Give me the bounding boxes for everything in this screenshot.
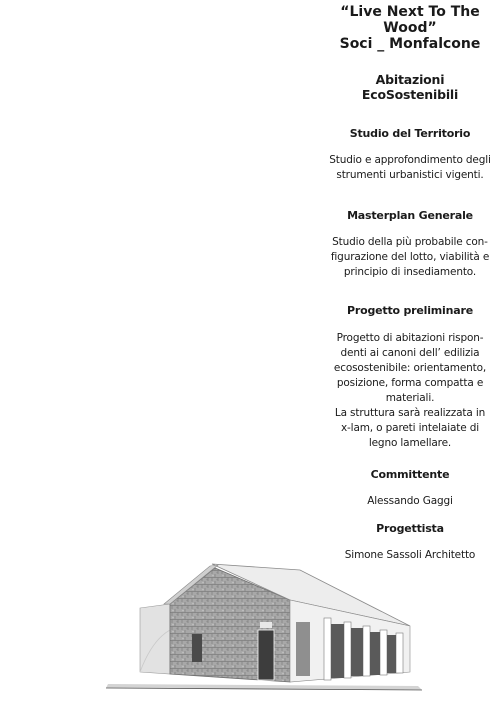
left-wing (140, 604, 170, 674)
text-line: denti ai canoni dell’ edilizia (340, 347, 480, 359)
text-line: materiali. (385, 392, 435, 404)
window-left (192, 634, 202, 662)
project-title-line-1: “Live Next To The (340, 4, 480, 20)
text-line: Studio della più probabile con- (332, 236, 488, 248)
section-body-committente (328, 494, 492, 509)
text-line: Progetto di abitazioni rispon- (336, 332, 484, 344)
text-line: strumenti urbanistici vigenti. (336, 169, 484, 181)
text-line: Alessando Gaggi (367, 495, 453, 507)
section-body-studio-territorio (328, 153, 492, 183)
text-line: principio di insediamento. (343, 266, 477, 278)
project-subtitle: Abitazioni EcoSostenibili (361, 72, 459, 102)
entrance (258, 630, 274, 680)
text-line: x-lam, o pareti intelaiate di (340, 422, 480, 434)
text-line: ecosostenibile: orientamento, (333, 362, 487, 374)
section-body-progetto-preliminare (328, 331, 492, 451)
text-line: La struttura sarà realizzata in (334, 407, 486, 419)
section-heading-progetto-preliminare: Progetto preliminare (347, 304, 473, 317)
text-line: Simone Sassoli Architetto (344, 549, 476, 561)
section-heading-progettista: Progettista (376, 522, 444, 535)
section-heading-committente: Committente (370, 468, 450, 481)
section-body-masterplan (328, 235, 492, 280)
building-rendering (100, 560, 430, 700)
project-title-line-2: Wood” (383, 20, 437, 36)
project-title (328, 4, 492, 52)
project-title-line-3: Soci _ Monfalcone (339, 36, 481, 52)
text-line: legno lamellare. (368, 437, 452, 449)
text-line: figurazione del lotto, viabilità e (330, 251, 490, 263)
section-heading-masterplan: Masterplan Generale (347, 209, 473, 222)
section-heading-studio-territorio: Studio del Territorio (349, 127, 471, 140)
text-line: posizione, forma compatta e (336, 377, 484, 389)
text-line: Studio e approfondimento degli (329, 154, 491, 166)
